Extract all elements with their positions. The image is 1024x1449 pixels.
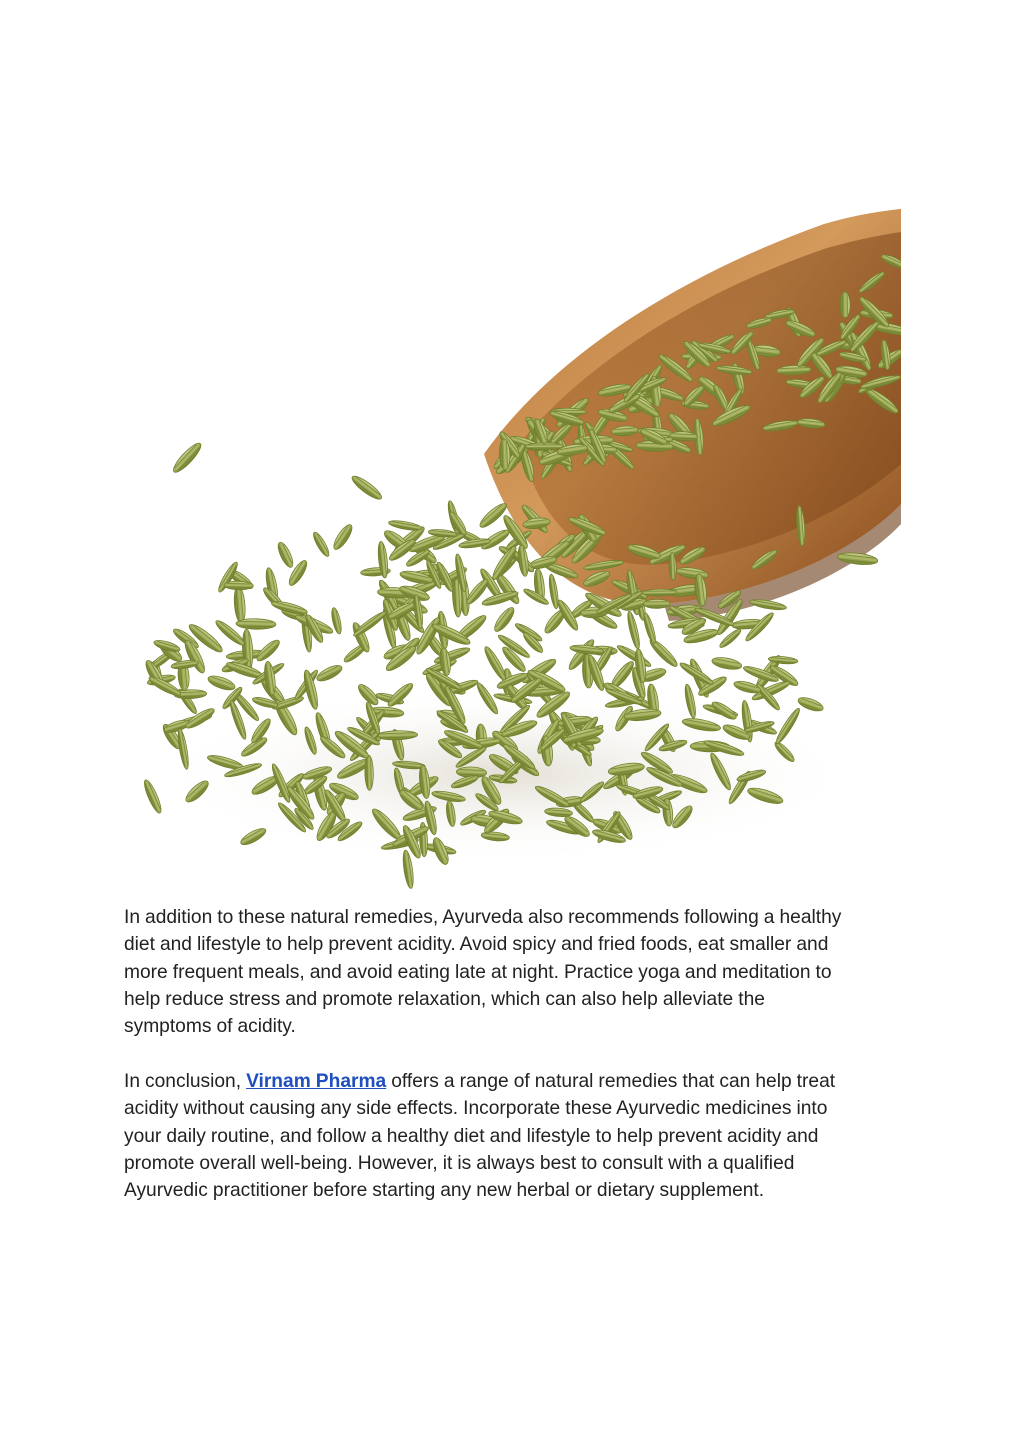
fennel-seed	[349, 473, 384, 503]
fennel-seed	[642, 612, 658, 645]
fennel-seeds-photo	[124, 124, 901, 899]
fennel-seed	[315, 662, 344, 684]
virnam-pharma-link[interactable]: Virnam Pharma	[246, 1071, 387, 1092]
paragraph-line: acidity without causing any side effects. Incorporate these Ayurvedic medicines into	[124, 1098, 828, 1120]
paragraph-line: promote overall well-being. However, it is always best to consult with a qualified	[124, 1152, 795, 1174]
fennel-seed	[170, 440, 204, 475]
fennel-seed	[233, 586, 246, 624]
fennel-seed	[491, 605, 517, 634]
fennel-seed	[388, 519, 423, 532]
fennel-seed	[517, 545, 530, 577]
fennel-seed	[570, 644, 605, 656]
fennel-seed	[711, 655, 743, 671]
fennel-seed	[615, 643, 652, 669]
paragraph-line: more frequent meals, and avoid eating late at night. Practice yoga and meditation to	[124, 961, 832, 983]
conclusion-lead: In conclusion,	[124, 1071, 247, 1092]
paragraph-diet-lifestyle	[124, 904, 904, 1040]
fennel-seed	[275, 540, 295, 569]
fennel-seed	[733, 679, 762, 695]
fennel-seed	[796, 695, 824, 714]
fennel-seed	[331, 522, 355, 552]
paragraph-line: help reduce stress and promote relaxation, which can also help alleviate the	[124, 988, 765, 1010]
conclusion-line1-rest: offers a range of natural remedies that can help treat	[386, 1071, 836, 1092]
fennel-seed	[642, 589, 677, 597]
fennel-seed	[311, 530, 332, 558]
paragraph-line: Ayurvedic practitioner before starting any new herbal or dietary supplement.	[124, 1180, 765, 1202]
fennel-seed	[236, 618, 276, 629]
paragraph-conclusion	[124, 1068, 904, 1204]
fennel-seed	[840, 292, 851, 318]
paragraph-line: symptoms of acidity.	[124, 1016, 296, 1038]
fennel-seed	[643, 599, 670, 608]
paragraph-line: In addition to these natural remedies, Ayurveda also recommends following a healthy	[124, 907, 842, 928]
fennel-seed	[625, 610, 641, 649]
fennel-seed	[206, 673, 236, 693]
paragraph-line: diet and lifestyle to help prevent acidity. Avoid spicy and fried foods, eat smaller and	[124, 934, 829, 956]
paragraph-line	[124, 1068, 904, 1095]
paragraph-line: your daily routine, and follow a healthy diet and lifestyle to help prevent acidity and	[124, 1125, 819, 1147]
fennel-seed	[548, 574, 560, 610]
